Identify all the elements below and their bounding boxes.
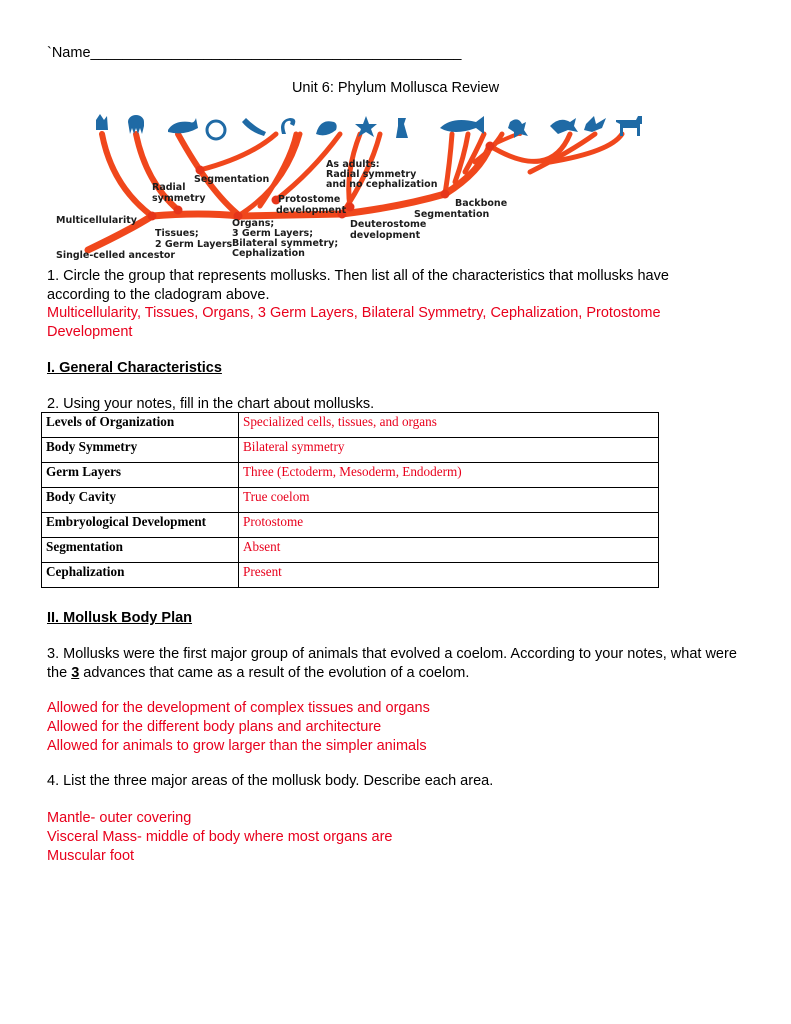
- label-radial-line2: symmetry: [152, 193, 206, 204]
- q3-question-part2: advances that came as a result of the evolution of a coelom.: [79, 665, 470, 681]
- q3-question-number: 3: [71, 665, 80, 681]
- q1-question: 1. Circle the group that represents mollusks. Then list all of the characteristics that mollusks have according to the cladogram above.: [47, 268, 669, 303]
- label-tissues-line2: 2 Germ Layers: [155, 239, 233, 250]
- label-organs-line2: 3 Germ Layers;: [232, 228, 313, 239]
- label-organs-line3: Bilateral symmetry;: [232, 238, 339, 249]
- label-as-adults-line3: and no cephalization: [326, 179, 438, 190]
- label-single-celled: Single-celled ancestor: [56, 250, 176, 261]
- row-label: Cephalization: [42, 563, 239, 588]
- row-value[interactable]: Specialized cells, tissues, and organs: [239, 413, 659, 438]
- tunicate-icon: [396, 118, 408, 138]
- table-row: [42, 563, 659, 588]
- row-label: Body Cavity: [42, 488, 239, 513]
- table-row: [42, 438, 659, 463]
- label-tissues: [155, 228, 233, 250]
- q3-answer-list[interactable]: [47, 699, 430, 756]
- label-radial-symmetry: [152, 182, 206, 204]
- row-label: Embryological Development: [42, 513, 239, 538]
- row-value[interactable]: True coelom: [239, 488, 659, 513]
- label-deuterostome-line1: Deuterostome: [350, 219, 427, 230]
- sponge-icon: [96, 114, 108, 130]
- row-value[interactable]: Protostome: [239, 513, 659, 538]
- label-protostome: [276, 194, 347, 216]
- insect-icon: [316, 121, 337, 135]
- flatworm-icon: [168, 118, 198, 133]
- label-radial-line1: Radial: [152, 182, 186, 193]
- list-item: Allowed for animals to grow larger than the simpler animals: [47, 738, 427, 754]
- label-tissues-line1: Tissues;: [155, 228, 199, 239]
- table-row: [42, 538, 659, 563]
- label-organs-line1: Organs;: [232, 218, 275, 229]
- q3-question: [47, 645, 747, 683]
- label-multicellularity: Multicellularity: [56, 215, 137, 226]
- worm-icon: [242, 118, 266, 136]
- label-protostome-line2: development: [276, 205, 347, 216]
- row-label: Segmentation: [42, 538, 239, 563]
- list-item: Visceral Mass- middle of body where most organs are: [47, 829, 393, 845]
- cladogram-figure: [50, 112, 650, 262]
- label-deuterostome: [350, 219, 430, 241]
- section-heading-body-plan: II. Mollusk Body Plan: [47, 610, 193, 626]
- label-backbone: Backbone: [455, 198, 508, 209]
- table-row: [42, 463, 659, 488]
- section-heading-general: I. General Characteristics: [47, 360, 222, 376]
- label-deuterostome-line2: development: [350, 230, 421, 241]
- row-label: Levels of Organization: [42, 413, 239, 438]
- row-value[interactable]: Present: [239, 563, 659, 588]
- table-row: [42, 513, 659, 538]
- page-title: Unit 6: Phylum Mollusca Review: [291, 80, 500, 96]
- q3-question-part1: 3. Mollusks were the first major group of animals that evolved a coelom. According to your notes, what were the: [47, 646, 737, 681]
- row-label: Body Symmetry: [42, 438, 239, 463]
- label-segmentation-right: Segmentation: [414, 209, 490, 220]
- label-as-adults-line2: Radial symmetry: [326, 169, 417, 180]
- table-row: [42, 413, 659, 438]
- mollusk-characteristics-table: [41, 412, 659, 588]
- fish-icon: [440, 116, 484, 134]
- row-value[interactable]: Three (Ectoderm, Mesoderm, Endoderm): [239, 463, 659, 488]
- label-organs-line4: Cephalization: [232, 248, 305, 259]
- annelid-icon: [281, 118, 295, 134]
- q4-answer-list[interactable]: [47, 809, 392, 866]
- lizard-icon: [550, 118, 578, 134]
- label-organs: [232, 218, 341, 259]
- q1-answer[interactable]: Multicellularity, Tissues, Organs, 3 Germ Layers, Bilateral Symmetry, Cephalization, Protostome Development: [47, 305, 661, 340]
- list-item: Mantle- outer covering: [47, 810, 192, 826]
- label-protostome-line1: Protostome: [278, 194, 341, 205]
- row-value[interactable]: Absent: [239, 538, 659, 563]
- label-as-adults-line1: As adults:: [326, 159, 380, 170]
- q2-question: 2. Using your notes, fill in the chart about mollusks.: [47, 396, 375, 412]
- snail-icon: [207, 121, 225, 139]
- list-item: Muscular foot: [47, 848, 135, 864]
- list-item: Allowed for the development of complex tissues and organs: [47, 700, 430, 716]
- q4-question: 4. List the three major areas of the mollusk body. Describe each area.: [47, 773, 494, 789]
- row-value[interactable]: Bilateral symmetry: [239, 438, 659, 463]
- list-item: Allowed for the different body plans and architecture: [47, 719, 382, 735]
- row-label: Germ Layers: [42, 463, 239, 488]
- label-segmentation-top: Segmentation: [194, 174, 270, 185]
- name-line[interactable]: `Name______________________________________________: [47, 45, 462, 61]
- table-row: [42, 488, 659, 513]
- bird-icon: [584, 116, 606, 132]
- label-as-adults: [326, 159, 438, 190]
